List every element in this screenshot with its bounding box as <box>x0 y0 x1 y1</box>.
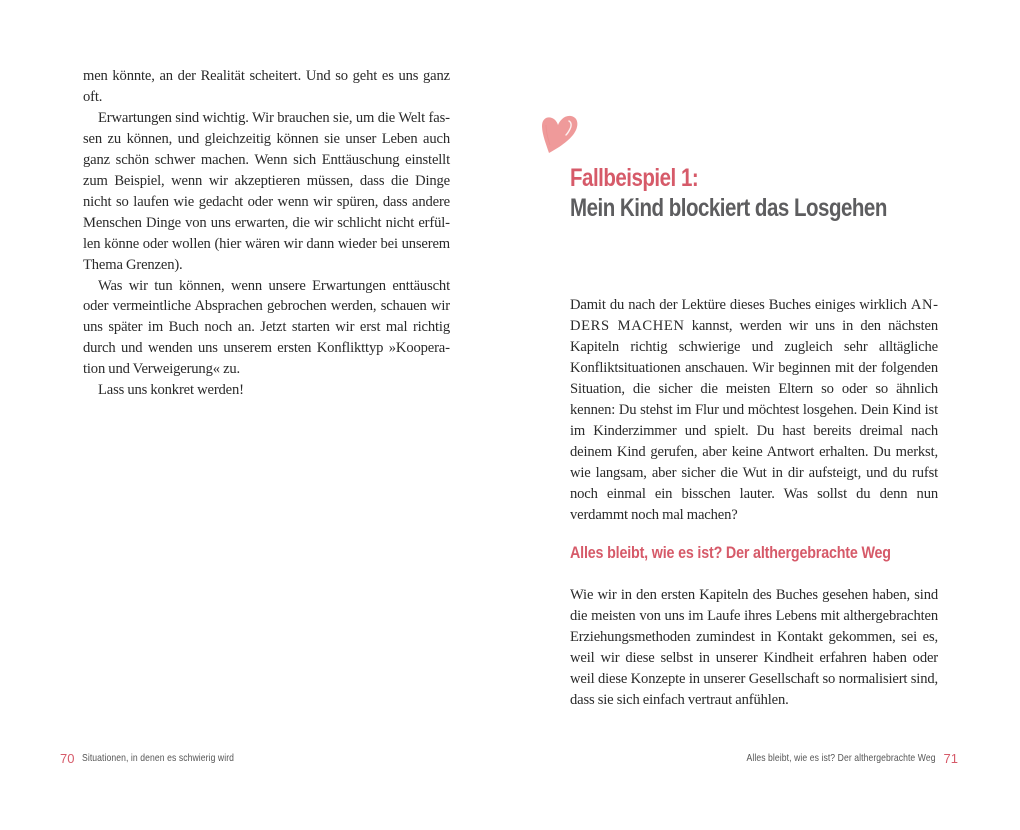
case-heading <box>570 163 887 223</box>
intro-text-after: kannst, werden wir uns in den nächsten Kapiteln richtig schwierige und zugleich sehr alltägliche Konfliktsituationen anschauen. Wir beginnen mit der folgenden Situation, die sicher die meisten Eltern so oder so ähnlich kennen: Du stehst im Flur und möchtest losgehen. Dein Kind ist im Kinderzimmer und spielt. Du hast bereits dreimal nach deinem Kind gerufen, aber keine Antwort erhalten. Du merkst, wie langsam, aber sicher die Wut in dir aufsteigt, und du rufst noch einmal ein bisschen lauter. Was sollst du denn nun verdammt noch mal machen? <box>570 317 938 523</box>
heart-icon <box>540 112 580 156</box>
left-page-body <box>83 66 450 401</box>
right-page-footer <box>705 750 958 766</box>
case-heading-label: Fallbeispiel 1: <box>570 164 699 192</box>
case-heading-title: Mein Kind blockiert das Losgehen <box>570 194 887 222</box>
paragraph: Was wir tun können, wenn unsere Erwartungen enttäuscht oder vermeintliche Absprachen gebrochen werden, schauen wir uns später im Buch noch an. Jetzt starten wir erst mal richtig durch und wenden uns unserem ersten Konflikttyp »Kooperation und Verweigerung« zu. <box>83 277 450 378</box>
intro-text-before: Damit du nach der Lektüre dieses Buches einiges wirklich <box>570 297 911 313</box>
right-page-section-body <box>570 585 938 711</box>
intro-small-caps: ANDERS MACHEN <box>570 297 938 334</box>
page-number: 70 <box>60 750 75 766</box>
right-page-intro <box>570 295 938 525</box>
running-head: Alles bleibt, wie es ist? Der althergebrachte Weg <box>746 752 936 764</box>
left-page-footer <box>60 750 268 766</box>
paragraph: Lass uns konkret werden! <box>98 382 244 399</box>
paragraph: Erwartungen sind wichtig. Wir brauchen sie, um die Welt fassen zu können, und gleichzeitig können sie unser Leben auch ganz schön schwer machen. Wenn sich Enttäuschung einstellt zum Beispiel, wenn wir akzeptieren müssen, dass die Dinge nicht so laufen wie gedacht oder wenn wir spüren, dass andere Menschen Dinge von uns erwarten, die wir schlicht nicht erfüllen könne oder wollen (hier wären wir dann wieder bei unserem Thema Grenzen). <box>83 109 450 273</box>
page-number: 71 <box>943 750 958 766</box>
paragraph: Wie wir in den ersten Kapiteln des Buches gesehen haben, sind die meisten von uns im Laufe ihres Lebens mit althergebrachten Erziehungsmethoden zumindest in Kontakt gekommen, sei es, weil wir diese selbst in unserer Kindheit erfahren haben oder weil diese Konzepte in unserer Gesellschaft so normalisiert sind, dass sie sich einfach vertraut anfühlen. <box>570 587 938 708</box>
paragraph: men könnte, an der Realität scheitert. Und so geht es uns ganz oft. <box>83 68 450 105</box>
running-head: Situationen, in denen es schwierig wird <box>82 752 235 764</box>
intro-paragraph <box>570 295 938 525</box>
section-heading: Alles bleibt, wie es ist? Der althergebrachte Weg <box>570 543 891 562</box>
